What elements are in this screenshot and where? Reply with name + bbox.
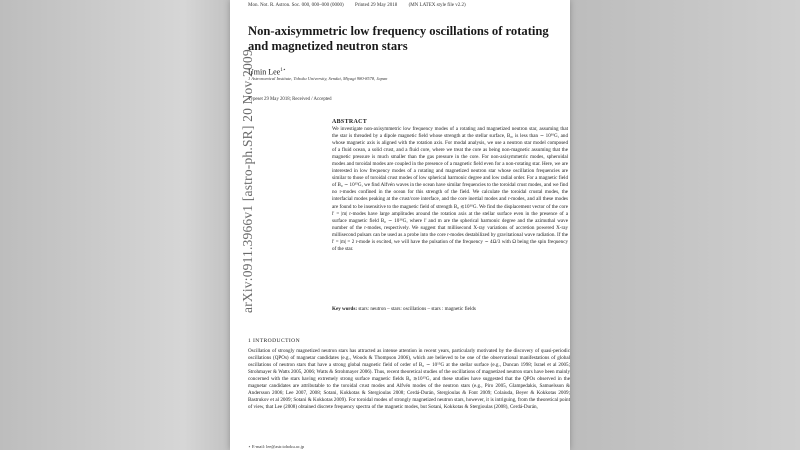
paper-title: Non-axisymmetric low frequency oscillations of rotating and magnetized neutron stars: [248, 24, 549, 53]
viewer-background-left: [0, 0, 230, 450]
section-heading-introduction: 1 INTRODUCTION: [248, 338, 301, 344]
author-marks: 1⋆: [280, 68, 286, 73]
keywords-text: stars: neutron – stars: oscillations – stars : magnetic fields: [358, 306, 476, 312]
author-name: Umin Lee: [248, 67, 281, 77]
affiliation: 1 Astronomical Institute, Tohoku University, Sendai, Miyagi 980-8578, Japan: [248, 76, 388, 81]
abstract-block: [332, 119, 568, 253]
introduction-text: Oscillation of strongly magnetized neutron stars has attracted as intense attention in recent years, particularly motivated by the discovery of quasi-periodic oscillations (QPOs) of magnetar candidates (e.g., Woods & Thompson 2006), which are believed to be one of the observational manifestations of global oscillations of neutron stars that have a strong global magnetic field of order of B₀ ∼ 10¹⁵G at the stellar surface (e.g., Duncan 1998; Israel et al 2005; Strohmayer & Watts 2005, 2006; Watts & Strohmayer 2006). Thus, recent theoretical studies of the oscillations of magnetized neutron stars have been mainly concerned with the stars having extremely strong surface magnetic fields B₀ ≳10¹⁵G, and these studies have suggested that the QPOs observed in the magnetar candidates are attributable to the toroidal crust modes and Alfvén modes of the neutron stars (e.g., Piro 2005, Glampedakis, Samuelsson & Andersson 2006; Lee 2007, 2008; Sotani, Kokkotas & Stergioulas 2008; Cerdá-Durán, Stergioulas & Font 2009; Colaiuda, Beyer & Kokkotas 2009; Bastrukov et al 2009; Sotani & Kokkotas 2009). For toroidal modes of strongly magnetized neutron stars, however, it is intriguing, from the theoretical point of view, that Lee (2008) obtained discrete frequency spectra of the magnetic modes, but Sotani, Kokkotas & Stergioulas (2008), Cerdá-Durán,: [248, 348, 570, 411]
printed-date: Printed 29 May 2018: [354, 3, 398, 8]
keywords: [332, 306, 568, 312]
abstract-text: We investigate non-axisymmetric low frequency modes of a rotating and magnetized neutron star, assuming that the star is threaded by a dipole magnetic field whose strength at the stellar surface, B₀, is less than ∼ 10¹⁶G, and whose magnetic axis is aligned with the rotation axis. For modal analysis, we use a neutron star model composed of a fluid ocean, a solid crust, and a fluid core, where we treat the core as being non-magnetic assuming that the magnetic pressure is much smaller than the gas pressure in the core. For non-axisymmetric modes, spheroidal modes and toroidal modes are coupled in the presence of a magnetic field even for a non-rotating star. Here, we are interested in low frequency modes of a rotating and magnetized neutron star whose oscillation frequencies are similar to those of toroidal crust modes of low spherical harmonic degree and low radial order. For a magnetic field of B₀ ∼ 10¹⁵G, we find Alfvén waves in the ocean have similar frequencies to the toroidal crust modes, and we find no r-modes confined in the ocean for this strength of the field. We calculate the toroidal crustal modes, the interfacial modes peaking at the crust/core interface, and the core inertial modes and r-modes, and all these modes are found to be insensitive to the magnetic field of strength B₀ ≲10¹⁶G. We find the displacement vector of the core l' = |m| r-modes have large amplitudes around the rotation axis at the stellar surface even in the presence of a surface magnetic field B₀ ∼ 10¹⁶G, where l' and m are the spherical harmonic degree and the azimuthal wave number of the r-modes, respectively. We suggest that millisecond X-ray variations of accretion powered X-ray millisecond pulsars can be used as a probe into the core r-modes destabilized by gravitational wave radiation. If the l' = |m| = 2 r-mode is excited, we will have the pulsation of the frequency ∼ 4Ω/3 with Ω being the spin frequency of the star.: [332, 126, 568, 252]
document-page[interactable]: [230, 0, 570, 450]
abstract-heading: ABSTRACT: [332, 119, 368, 125]
viewer-background-right: [570, 0, 800, 450]
typeset-line: Typeset 29 May 2018; Received / Accepted: [248, 97, 332, 102]
email-footnote: ⋆ E-mail: lee@astr.tohoku.ac.jp: [248, 444, 305, 449]
style-note: (MN LATEX style file v2.2): [408, 3, 466, 8]
arxiv-identifier: arXiv:0911.3966v1 [astro-ph.SR] 20 Nov 2009: [240, 49, 255, 313]
running-head: [248, 3, 564, 8]
journal-citation: Mon. Not. R. Astron. Soc. 000, 000–000 (0000): [248, 3, 344, 8]
keywords-label: Key words:: [332, 306, 358, 312]
